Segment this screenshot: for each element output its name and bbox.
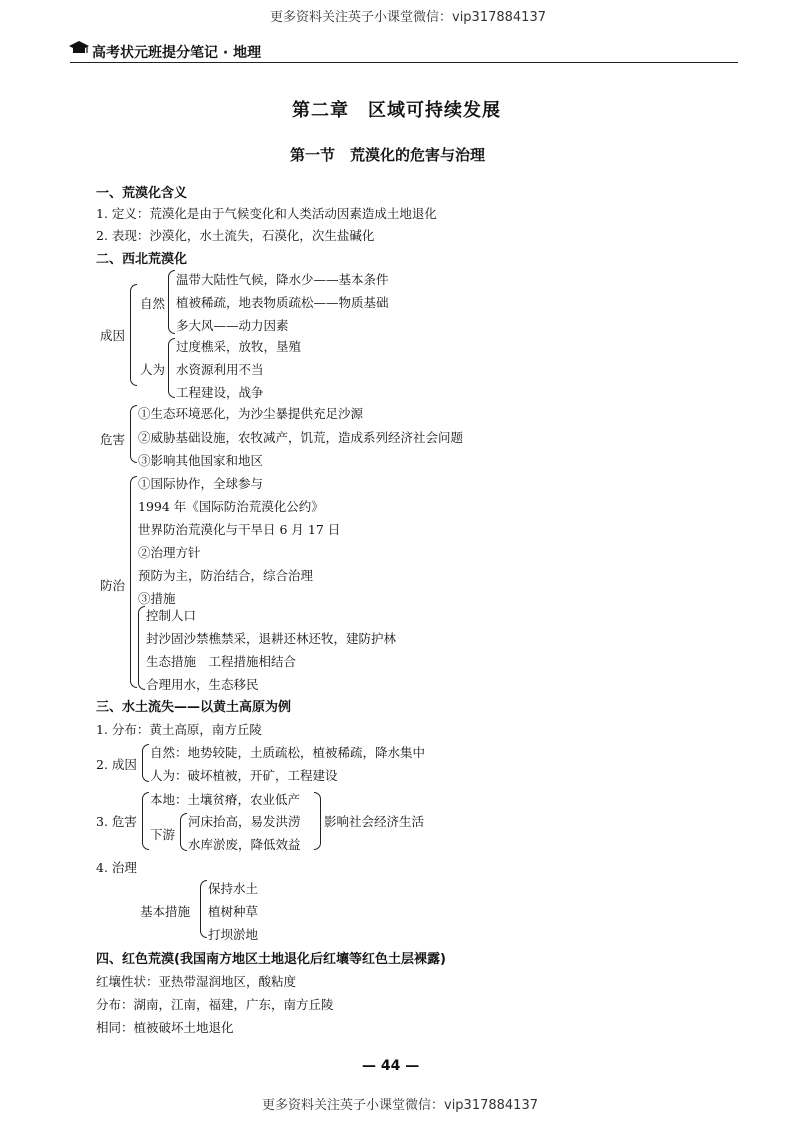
control-item: 预防为主，防治结合，综合治理 [138,568,314,583]
s4-line: 分布：湖南，江南，福建，广东，南方丘陵 [96,997,334,1012]
s3-basic-item: 保持水土 [208,881,259,896]
s3-downstream-item: 水库淤废，降低效益 [188,837,301,852]
control-item: 1994 年《国际防治荒漠化公约》 [138,499,324,514]
natural-label: 自然 [140,296,166,311]
s3-cause-item: 人为：破坏植被，开矿，工程建设 [150,768,338,783]
s3-harm-label: 3. 危害 [96,814,137,829]
s3-cause-item: 自然：地势较陡，土质疏松，植被稀疏，降水集中 [150,745,426,760]
s3-cause-label: 2. 成因 [96,757,137,772]
s3-basic-item: 植树种草 [208,904,259,919]
s4-heading: 四、红色荒漠(我国南方地区土地退化后红壤等红色土层裸露) [96,952,446,967]
page-number: — 44 — [362,1058,420,1074]
s3-effect: 影响社会经济生活 [324,814,425,829]
watermark-top: 更多资料关注英子小课堂微信：vip317884137 [270,10,546,25]
s3-basic-item: 打坝淤地 [208,927,259,942]
s3-basic-label: 基本措施 [140,904,191,919]
human-item: 过度樵采，放牧，垦殖 [176,339,302,354]
control-brace [130,476,137,688]
harm-brace [130,405,137,463]
harm-item: ③影响其他国家和地区 [138,453,264,468]
human-item: 水资源利用不当 [176,362,264,377]
measure-item: 控制人口 [146,608,197,623]
s3-effect-brace [314,792,321,850]
natural-item: 温带大陆性气候，降水少——基本条件 [176,272,389,287]
measures-brace [138,606,145,690]
s3-downstream-item: 河床抬高，易发洪涝 [188,814,301,829]
control-label: 防治 [100,578,126,593]
control-item: 世界防治荒漠化与干旱日 6 月 17 日 [138,522,341,537]
natural-brace [168,270,175,334]
s3-cause-brace [142,744,149,782]
s3-downstream-brace [180,813,187,851]
s1-heading: 一、荒漠化含义 [96,186,188,201]
causes-label: 成因 [100,328,126,343]
natural-item: 多大风——动力因素 [176,318,289,333]
s4-line: 相同：植被破坏土地退化 [96,1020,234,1035]
header-rule [70,62,738,63]
control-item: ③措施 [138,591,176,606]
chapter-title: 第二章 区域可持续发展 [292,100,501,121]
human-label: 人为 [140,362,166,377]
header-title: 高考状元班提分笔记 · 地理 [92,45,262,61]
section-title: 第一节 荒漠化的危害与治理 [290,146,486,164]
human-item: 工程建设，战争 [176,385,264,400]
s3-downstream-label: 下游 [150,827,176,842]
s1-definition: 1. 定义：荒漠化是由于气候变化和人类活动因素造成土地退化 [96,206,437,221]
s4-line: 红壤性状：亚热带湿润地区，酸粘度 [96,974,297,989]
control-item: ②治理方针 [138,545,201,560]
harm-label: 危害 [100,432,126,447]
measure-item: 合理用水，生态移民 [146,677,259,692]
s3-local: 本地：土壤贫瘠，农业低产 [150,792,301,807]
s3-distribution: 1. 分布：黄土高原，南方丘陵 [96,722,262,737]
measure-item: 封沙固沙禁樵禁采，退耕还林还牧，建防护林 [146,631,397,646]
causes-brace [130,284,137,386]
watermark-bottom: 更多资料关注英子小课堂微信：vip317884137 [262,1098,538,1113]
s3-control-label: 4. 治理 [96,860,137,875]
s2-heading: 二、西北荒漠化 [96,252,188,267]
natural-item: 植被稀疏，地表物质疏松——物质基础 [176,295,389,310]
graduation-cap-icon [68,40,90,60]
control-item: ①国际协作，全球参与 [138,476,264,491]
harm-item: ②威胁基础设施，农牧减产，饥荒，造成系列经济社会问题 [138,430,464,445]
measure-item: 生态措施 工程措施相结合 [146,654,297,669]
human-brace [168,338,175,398]
harm-item: ①生态环境恶化，为沙尘暴提供充足沙源 [138,406,364,421]
s3-harm-brace [142,792,149,850]
s1-manifestation: 2. 表现：沙漠化，水土流失，石漠化，次生盐碱化 [96,228,375,243]
s3-heading: 三、水土流失——以黄土高原为例 [96,700,292,715]
s3-basic-brace [200,880,207,938]
